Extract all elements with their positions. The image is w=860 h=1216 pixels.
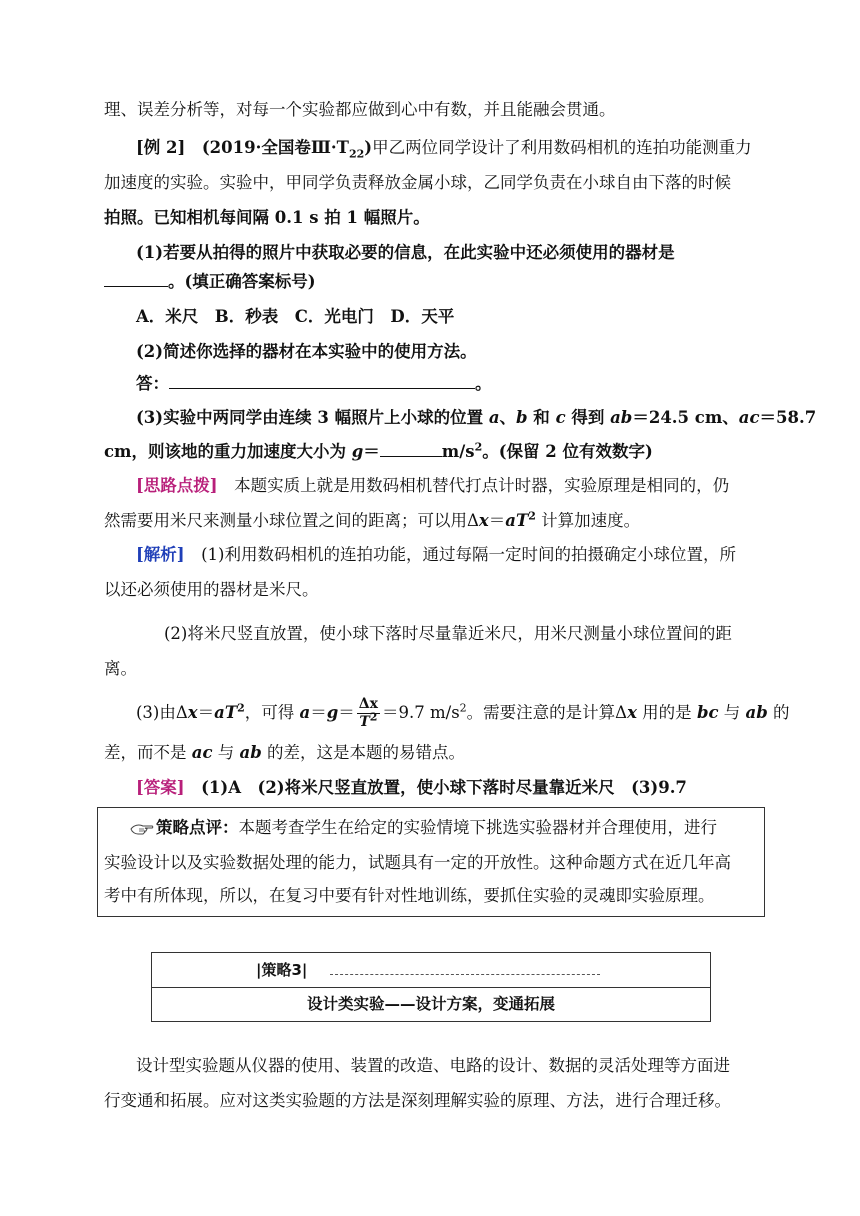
- question-3-line-2: cm，则该地的重力加速度大小为 $g= m/s^2$。(保留 2 位有效数字): [104, 440, 653, 461]
- strategy-heading-box: [151, 952, 711, 1022]
- analysis-line-2: 以还必须使用的器材是米尺。: [104, 580, 319, 599]
- paragraph-intro: 理、误差分析等，对每一个实验都应做到心中有数，并且能融会贯通。: [104, 100, 616, 119]
- closing-line-2: 行变通和拓展。应对这类实验题的方法是深刻理解实验的原理、方法，进行合理迁移。: [104, 1091, 731, 1110]
- review-line-2: 实验设计以及实验数据处理的能力，试题具有一定的开放性。这种命题方式在近几年高: [104, 853, 731, 872]
- analysis-p2-line-2: 离。: [104, 659, 137, 678]
- pointing-hand-icon: [130, 822, 154, 836]
- strategy-title: 设计类实验——设计方案，变通拓展: [306, 995, 555, 1013]
- strategy-tag: |策略3|: [256, 961, 308, 979]
- hint-line-1: [思路点拨] 本题实质上就是用数码相机替代打点计时器，实验原理是相同的，仍: [136, 476, 730, 495]
- answer-blank-2[interactable]: [169, 372, 475, 389]
- hint-tag: [思路点拨]: [136, 476, 218, 495]
- example-line-3: 拍照。已知相机每间隔 0.1 s 拍 1 幅照片。: [104, 208, 430, 227]
- analysis-p3-line-2: 差，而不是 ac 与 ab 的差，这是本题的易错点。: [104, 743, 465, 762]
- strategy-review-box: [97, 807, 765, 917]
- question-2-answer: 答： 。: [136, 374, 492, 393]
- dashed-divider: [330, 974, 600, 975]
- answer-line: [答案] (1)A (2)将米尺竖直放置，使小球下落时尽量靠近米尺 (3)9.7: [136, 778, 687, 797]
- answer-blank-3[interactable]: [380, 440, 442, 457]
- question-1-line-1: (1)若要从拍得的照片中获取必要的信息，在此实验中还必须使用的器材是: [136, 243, 675, 262]
- analysis-tag: [解析]: [136, 545, 185, 564]
- hint-line-2: 然需要用米尺来测量小球位置之间的距离；可以用$\Delta x=aT^2$ 计算加速度。: [104, 509, 641, 530]
- example-line-2: 加速度的实验。实验中，甲同学负责释放金属小球，乙同学负责在小球自由下落的时候: [104, 173, 731, 192]
- answer-tag: [答案]: [136, 778, 185, 797]
- fraction: $\frac{\Delta x}{T^2}$: [358, 696, 378, 730]
- analysis-line-1: [解析] (1)利用数码相机的连拍功能，通过每隔一定时间的拍摄确定小球位置，所: [136, 545, 736, 564]
- analysis-p3-line-1: (3)由$\Delta x=aT^2$，可得 a＝g＝ $\frac{\Delta x}{T^2}$ ＝9.7 $m/s^2$。需要注意的是计算Δx 用的是 bc 与 ab 的: [136, 696, 790, 730]
- question-2-line: (2)简述你选择的器材在本实验中的使用方法。: [136, 342, 477, 361]
- review-line-3: 考中有所体现，所以，在复习中要有针对性地训练，要抓住实验的灵魂即实验原理。: [104, 886, 715, 905]
- review-line-1: 策略点评：本题考查学生在给定的实验情境下挑选实验器材并合理使用，进行: [130, 816, 760, 840]
- answer-blank-1[interactable]: [104, 270, 168, 287]
- question-1-line-2: 。(填正确答案标号): [104, 270, 760, 294]
- question-1-options: A．米尺 B．秒表 C．光电门 D．天平: [136, 307, 455, 326]
- closing-line-1: 设计型实验题从仪器的使用、装置的改造、电路的设计、数据的灵活处理等方面进: [136, 1056, 730, 1075]
- question-3-line-1: (3)实验中两同学由连续 3 幅照片上小球的位置 a、b 和 c 得到 ab＝24.5 cm、ac＝58.7: [136, 408, 817, 427]
- example-line-1: [例 2] (2019·全国卷$Ⅲ\cdot T_{22}$)甲乙两位同学设计了利用数码相机的连拍功能测重力: [136, 138, 752, 161]
- analysis-p2-line-1: (2)将米尺竖直放置，使小球下落时尽量靠近米尺，用米尺测量小球位置间的距: [164, 624, 732, 643]
